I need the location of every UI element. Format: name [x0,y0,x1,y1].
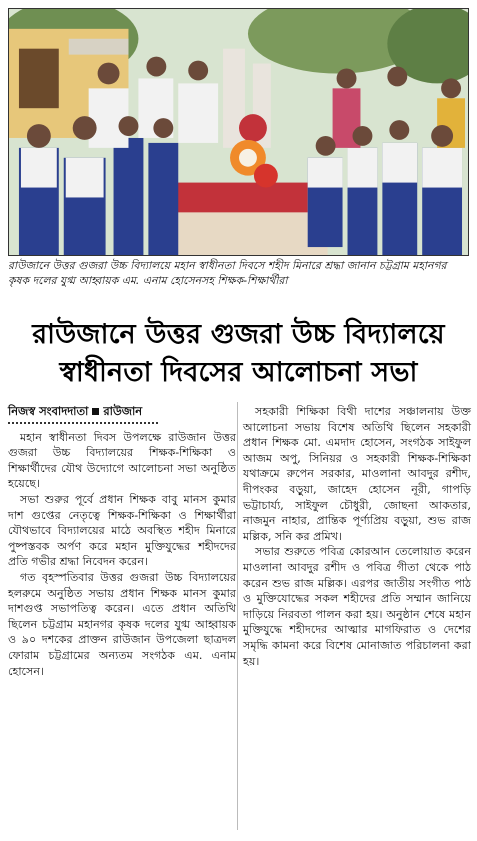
news-photo [8,8,469,256]
dateline-location: রাউজান [103,404,143,418]
square-bullet-icon [92,408,99,415]
headline [6,316,471,392]
headline-line-2: স্বাধীনতা দিবসের আলোচনা সভা [59,357,418,388]
byline [8,404,236,420]
paragraph: গত বৃহস্পতিবার উত্তর গুজরা উচ্চ বিদ্যালয়ের হলরুমে অনুষ্ঠিত সভায় প্রধান শিক্ষক মানস কুমার দাশগুপ্ত সভাপতিত্ব করেন। এতে প্রধান অতিথি ছিলেন চট্টগ্রাম মহানগর কৃষক দলের যুগ্ম আহ্বায়ক ও ৯০ দশকের প্রাক্তন রাউজান উপজেলা ছাত্রদল ফোরাম চট্টগ্রামের অন্যতম সংগঠক এম. এনাম হোসেন। [8,570,236,678]
dotted-divider [8,422,158,424]
group-photo-image [9,9,468,255]
paragraph: সভা শুরুর পূর্বে প্রধান শিক্ষক বাবু মানস কুমার দাশ গুপ্তের নেতৃত্বে শিক্ষক-শিক্ষিকা ও শিক্ষার্থীরা যৌথভাবে বিদ্যালয়ের মাঠে অবস্থিত শহীদ মিনারে পুষ্পস্তবক অর্পণ করে মহান মুক্তিযুদ্ধের শহীদদের প্রতি গভীর শ্রদ্ধা নিবেদন করেন। [8,492,236,569]
paragraph: মহান স্বাধীনতা দিবস উপলক্ষে রাউজান উত্তর গুজরা উচ্চ বিদ্যালয়ের শিক্ষক-শিক্ষিকা ও শিক্ষার্থীদের যৌথ উদ্যোগে আলোচনা সভা অনুষ্ঠিত হয়েছে। [8,430,236,491]
article-right-column [243,404,471,669]
column-divider [237,402,238,830]
paragraph: সভার শুরুতে পবিত্র কোরআন তেলোয়াত করেন মাওলানা আবদুর রশীদ ও পবিত্র গীতা থেকে পাঠ করেন শুভ রাজ মল্লিক। এরপর জাতীয় সংগীত পাঠ ও মুক্তিযোদ্ধের সকল শহীদের প্রতি সম্মান জানিয়ে দাড়িয়ে নিরবতা পালন করা হয়। অনুষ্ঠান শেষে মহান মুক্তিযুদ্ধে শহীদদের আত্মার মাগফিরাত ও দেশের সমৃদ্ধি কামনা করে বিশেষ মোনাজাত পরিচালনা করা হয়। [243,545,471,668]
paragraph: সহকারী শিক্ষিকা বিথী দাশের সঞ্চালনায় উক্ত আলোচনা সভায় বিশেষ অতিথি ছিলেন সহকারী প্রধান শিক্ষক মো. এমদাদ হোসেন, সংগঠক সাইফুল আজম অপু, সিনিয়র ও সহকারী শিক্ষক-শিক্ষিকা যথাক্রমে রুপেন সরকার, মাওলানা আবদুর রশীদ, দীপংকর বড়ুয়া, জাহেদ হোসেন নূরী, গাপড়ি ভট্টাচার্য্য, সাইফুল চৌধুরী, জোছনা আকতার, নাজমুন নাহার, প্রান্তিক পূর্ণ্যপ্রিয় বড়ুয়া, শুভ রাজ মল্লিক, সনি কর প্রমিখ। [243,405,471,543]
photo-caption: রাউজানে উত্তর গুজরা উচ্চ বিদ্যালয়ে মহান স্বাধীনতা দিবসে শহীদ মিনারে শ্রদ্ধা জানান চট্টগ্রাম মহানগর কৃষক দলের যুগ্ম আহ্বায়ক এম. এনাম হোসেনসহ শিক্ষক-শিক্ষার্থীরা [8,259,447,287]
headline-line-1: রাউজানে উত্তর গুজরা উচ্চ বিদ্যালয়ে [32,319,445,350]
reporter-name: নিজস্ব সংবাদদাতা [8,404,89,418]
article-left-column [8,404,236,679]
